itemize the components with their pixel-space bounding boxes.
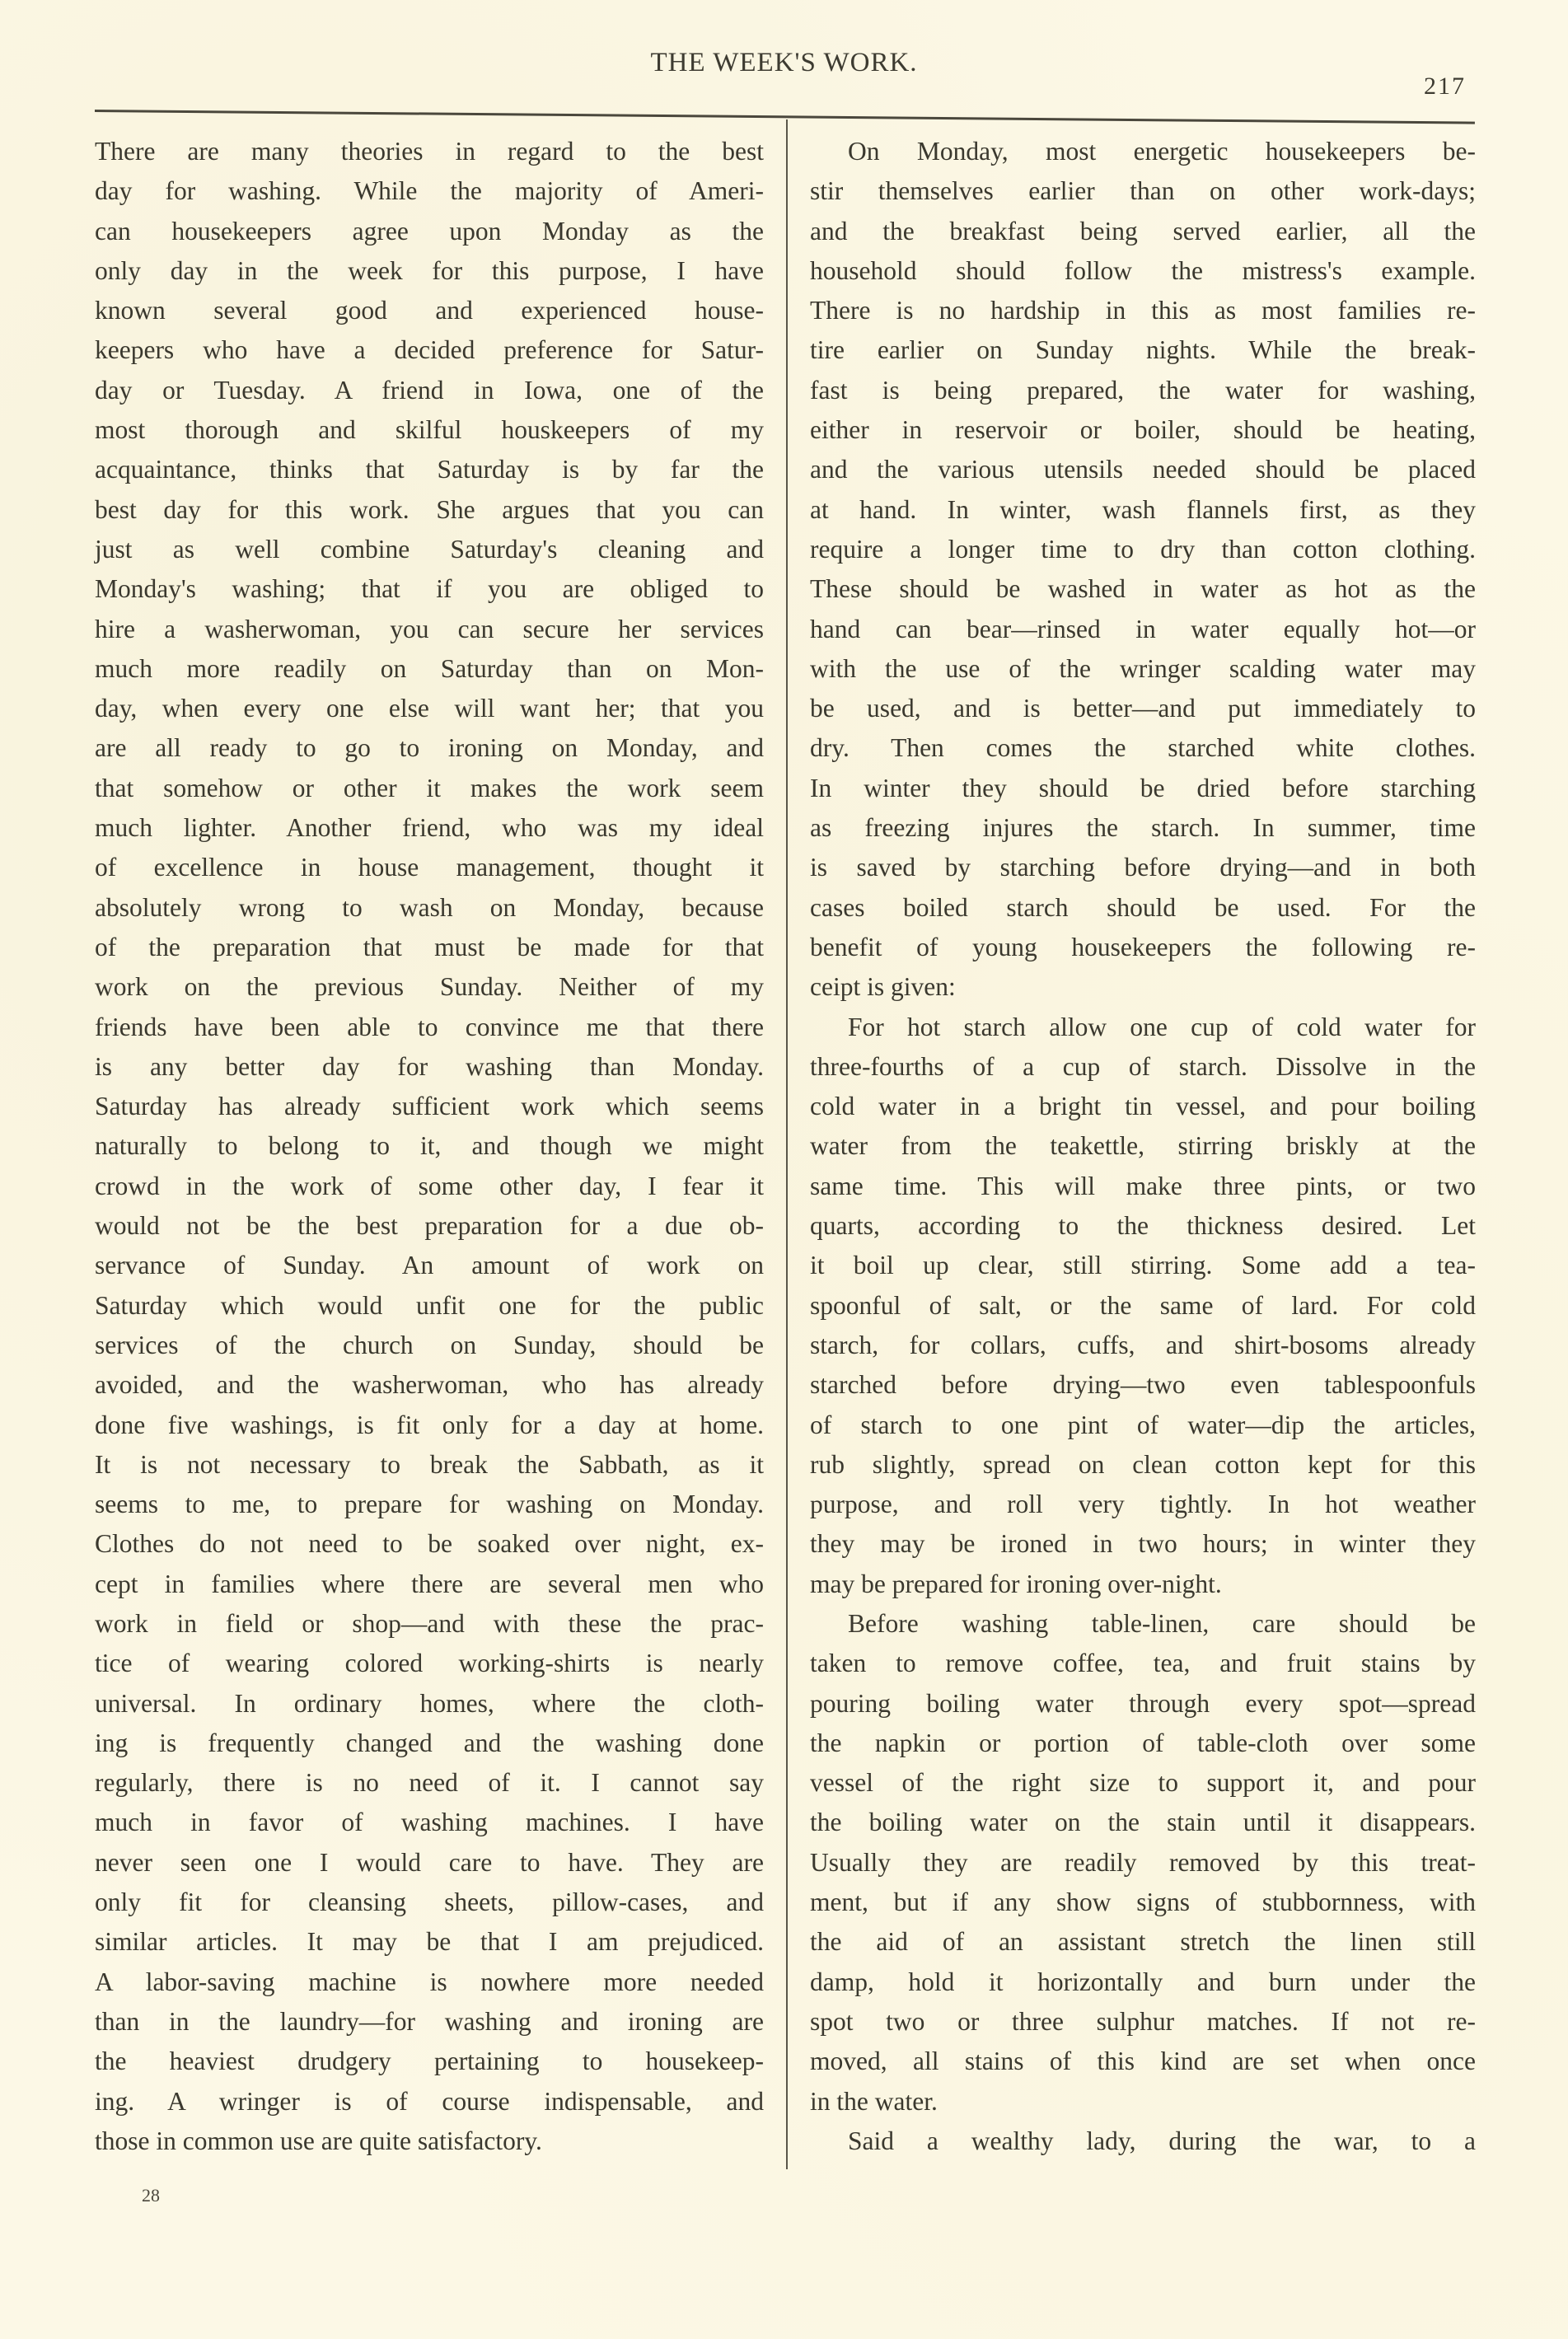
text-line: ment, but if any show signs of stubbornness, with bbox=[810, 1888, 1476, 1917]
text-line: acquaintance, thinks that Saturday is by far the bbox=[95, 455, 764, 484]
right-column bbox=[810, 132, 1476, 2161]
text-line: may be prepared for ironing over-night. bbox=[810, 1569, 1222, 1598]
text-line: tice of wearing colored working-shirts is nearly bbox=[95, 1649, 764, 1678]
text-line: Saturday has already sufficient work which seems bbox=[95, 1092, 764, 1121]
text-line: in the water. bbox=[810, 2086, 938, 2116]
text-line: servance of Sunday. An amount of work on bbox=[95, 1251, 764, 1280]
text-line: avoided, and the washerwoman, who has already bbox=[95, 1370, 764, 1400]
text-line: naturally to belong to it, and though we might bbox=[95, 1131, 764, 1161]
text-line: the boiling water on the stain until it disappears. bbox=[810, 1808, 1476, 1837]
text-line: fast is being prepared, the water for washing, bbox=[810, 375, 1476, 405]
text-line: is saved by starching before drying—and in both bbox=[810, 853, 1476, 882]
text-line: at hand. In winter, wash flannels first, as they bbox=[810, 494, 1476, 524]
text-line: would not be the best preparation for a due ob- bbox=[95, 1211, 764, 1241]
text-line: as freezing injures the starch. In summer, time bbox=[810, 813, 1476, 843]
text-line: starched before drying—two even tablespoonfuls bbox=[810, 1370, 1476, 1400]
text-line: keepers who have a decided preference for Satur- bbox=[95, 335, 764, 365]
text-line: dry. Then comes the starched white clothes. bbox=[810, 733, 1476, 763]
text-line: benefit of young housekeepers the following re- bbox=[810, 932, 1476, 961]
text-line: require a longer time to dry than cotton clothing. bbox=[810, 534, 1476, 564]
text-line: damp, hold it horizontally and burn under the bbox=[810, 1967, 1476, 1996]
running-title: THE WEEK'S WORK. bbox=[650, 48, 918, 77]
text-line: taken to remove coffee, tea, and fruit stains by bbox=[810, 1649, 1476, 1678]
text-line: is any better day for washing than Monday. bbox=[95, 1051, 764, 1081]
text-line: ing is frequently changed and the washing done bbox=[95, 1728, 764, 1757]
page-number: 217 bbox=[1424, 73, 1466, 100]
text-line: of excellence in house management, thought it bbox=[95, 853, 764, 882]
text-line: either in reservoir or boiler, should be heating, bbox=[810, 415, 1476, 445]
text-line: hire a washerwoman, you can secure her services bbox=[95, 614, 764, 643]
text-line: much lighter. Another friend, who was my ideal bbox=[95, 813, 764, 843]
text-line: moved, all stains of this kind are set when once bbox=[810, 2047, 1476, 2076]
text-line: Saturday which would unfit one for the public bbox=[95, 1290, 764, 1320]
text-line: absolutely wrong to wash on Monday, because bbox=[95, 892, 764, 922]
text-line: cases boiled starch should be used. For the bbox=[810, 892, 1476, 922]
text-line: similar articles. It may be that I am prejudiced. bbox=[95, 1927, 764, 1957]
signature-mark: 28 bbox=[142, 2185, 160, 2206]
text-line: much in favor of washing machines. I have bbox=[95, 1808, 764, 1837]
text-line: that somehow or other it makes the work seem bbox=[95, 773, 764, 802]
text-line: In winter they should be dried before starching bbox=[810, 773, 1476, 802]
text-line: Monday's washing; that if you are obliged to bbox=[95, 574, 764, 604]
text-line: These should be washed in water as hot as the bbox=[810, 574, 1476, 604]
text-line: quarts, according to the thickness desired. Let bbox=[810, 1211, 1476, 1241]
column-divider bbox=[786, 119, 788, 2169]
text-line: day or Tuesday. A friend in Iowa, one of the bbox=[95, 375, 764, 405]
text-line: stir themselves earlier than on other work-days; bbox=[810, 176, 1476, 206]
text-line: spot two or three sulphur matches. If not re- bbox=[810, 2006, 1476, 2036]
text-line: spoonful of salt, or the same of lard. For cold bbox=[810, 1290, 1476, 1320]
text-line: There are many theories in regard to the best bbox=[95, 137, 764, 166]
text-line: cept in families where there are several men who bbox=[95, 1569, 764, 1598]
text-line: most thorough and skilful houskeepers of my bbox=[95, 415, 764, 445]
text-line: much more readily on Saturday than on Mon- bbox=[95, 653, 764, 683]
text-line: household should follow the mistress's example. bbox=[810, 255, 1476, 285]
text-line: Clothes do not need to be soaked over night, ex- bbox=[95, 1529, 764, 1559]
text-line: they may be ironed in two hours; in winter they bbox=[810, 1529, 1476, 1559]
text-line: best day for this work. She argues that you can bbox=[95, 494, 764, 524]
text-line: hand can bear—rinsed in water equally hot—or bbox=[810, 614, 1476, 643]
text-line: There is no hardship in this as most families re- bbox=[810, 296, 1476, 325]
text-line: be used, and is better—and put immediately to bbox=[810, 694, 1476, 723]
text-line: of the preparation that must be made for that bbox=[95, 932, 764, 961]
text-line: seems to me, to prepare for washing on Monday. bbox=[95, 1490, 764, 1519]
text-line: can housekeepers agree upon Monday as the bbox=[95, 216, 764, 246]
header-rule bbox=[95, 110, 1475, 124]
text-line: pouring boiling water through every spot—spread bbox=[810, 1688, 1476, 1718]
text-line: water from the teakettle, stirring briskly at the bbox=[810, 1131, 1476, 1161]
text-line: never seen one I would care to have. They are bbox=[95, 1847, 764, 1877]
text-line: ceipt is given: bbox=[810, 972, 956, 1002]
text-line: the napkin or portion of table-cloth over some bbox=[810, 1728, 1476, 1757]
text-line: On Monday, most energetic housekeepers be- bbox=[848, 137, 1476, 166]
text-line: For hot starch allow one cup of cold water for bbox=[848, 1012, 1476, 1041]
text-line: Usually they are readily removed by this treat- bbox=[810, 1847, 1476, 1877]
text-line: universal. In ordinary homes, where the cloth- bbox=[95, 1688, 764, 1718]
text-line: Said a wealthy lady, during the war, to a bbox=[848, 2126, 1476, 2155]
text-line: are all ready to go to ironing on Monday, and bbox=[95, 733, 764, 763]
text-line: rub slightly, spread on clean cotton kept for this bbox=[810, 1449, 1476, 1479]
text-line: and the various utensils needed should be placed bbox=[810, 455, 1476, 484]
text-line: only fit for cleansing sheets, pillow-cases, and bbox=[95, 1888, 764, 1917]
text-line: services of the church on Sunday, should be bbox=[95, 1330, 764, 1359]
text-line: of starch to one pint of water—dip the articles, bbox=[810, 1410, 1476, 1439]
text-line: just as well combine Saturday's cleaning and bbox=[95, 534, 764, 564]
text-line: work in field or shop—and with these the prac- bbox=[95, 1608, 764, 1638]
text-line: cold water in a bright tin vessel, and pour boiling bbox=[810, 1092, 1476, 1121]
text-line: tire earlier on Sunday nights. While the break- bbox=[810, 335, 1476, 365]
text-line: the aid of an assistant stretch the linen still bbox=[810, 1927, 1476, 1957]
text-line: same time. This will make three pints, or two bbox=[810, 1171, 1476, 1200]
text-line: than in the laundry—for washing and ironing are bbox=[95, 2006, 764, 2036]
text-line: ing. A wringer is of course indispensable, and bbox=[95, 2086, 764, 2116]
text-line: day for washing. While the majority of Ameri- bbox=[95, 176, 764, 206]
text-line: day, when every one else will want her; that you bbox=[95, 694, 764, 723]
text-line: work on the previous Sunday. Neither of my bbox=[95, 972, 764, 1002]
text-line: crowd in the work of some other day, I fear it bbox=[95, 1171, 764, 1200]
text-line: it boil up clear, still stirring. Some add a tea- bbox=[810, 1251, 1476, 1280]
text-line: vessel of the right size to support it, and pour bbox=[810, 1768, 1476, 1798]
text-line: three-fourths of a cup of starch. Dissolve in the bbox=[810, 1051, 1476, 1081]
text-line: with the use of the wringer scalding water may bbox=[810, 653, 1476, 683]
text-line: regularly, there is no need of it. I cannot say bbox=[95, 1768, 764, 1798]
text-line: done five washings, is fit only for a day at home. bbox=[95, 1410, 764, 1439]
text-line: known several good and experienced house- bbox=[95, 296, 764, 325]
text-line: friends have been able to convince me that there bbox=[95, 1012, 764, 1041]
text-line: It is not necessary to break the Sabbath, as it bbox=[95, 1449, 764, 1479]
text-line: and the breakfast being served earlier, all the bbox=[810, 216, 1476, 246]
text-line: the heaviest drudgery pertaining to housekeep- bbox=[95, 2047, 764, 2076]
text-line: those in common use are quite satisfactory. bbox=[95, 2126, 542, 2155]
text-line: only day in the week for this purpose, I have bbox=[95, 255, 764, 285]
text-line: purpose, and roll very tightly. In hot weather bbox=[810, 1490, 1476, 1519]
text-line: Before washing table-linen, care should be bbox=[848, 1608, 1476, 1638]
text-line: A labor-saving machine is nowhere more needed bbox=[95, 1967, 764, 1996]
text-line: starch, for collars, cuffs, and shirt-bosoms already bbox=[810, 1330, 1476, 1359]
left-column bbox=[95, 132, 764, 2161]
